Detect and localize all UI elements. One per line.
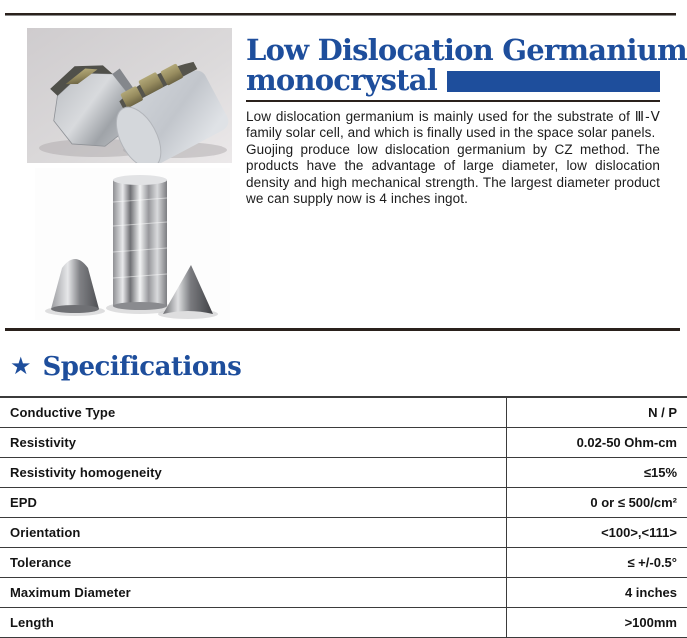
spec-value: 4 inches: [506, 578, 687, 607]
specifications-heading: [10, 352, 241, 382]
spec-label: Resistivity homogeneity: [10, 465, 162, 480]
germanium-crystal-shapes-photo: [35, 168, 230, 320]
table-row: [0, 428, 687, 458]
specifications-title: Specifications: [42, 352, 242, 382]
table-row: [0, 578, 687, 608]
spec-label: EPD: [10, 495, 38, 510]
spec-label: Tolerance: [10, 555, 72, 570]
page-title-line1: Low Dislocation Germanium: [246, 33, 687, 67]
spec-value: 0 or ≤ 500/cm²: [506, 488, 687, 517]
table-row: [0, 608, 687, 638]
spec-label: Orientation: [10, 525, 81, 540]
table-row: [0, 398, 687, 428]
table-row: [0, 488, 687, 518]
table-row: [0, 458, 687, 488]
section-divider-rule: [5, 328, 680, 331]
title-underline: [246, 100, 660, 102]
title-accent-bar: [447, 71, 660, 92]
spec-value: ≤ +/-0.5°: [506, 548, 687, 577]
description-paragraph-1: Low dislocation germanium is mainly used for the substrate of Ⅲ-Ⅴ family solar cell, and which is finally used in the space solar panels.: [246, 109, 660, 141]
spec-label: Conductive Type: [10, 405, 116, 420]
spec-value: ≤15%: [506, 458, 687, 487]
product-intro: [246, 33, 687, 207]
spec-label: Maximum Diameter: [10, 585, 131, 600]
page-title-line2: monocrystal: [246, 63, 437, 97]
spec-value: 0.02-50 Ohm-cm: [506, 428, 687, 457]
top-rule: [5, 13, 676, 16]
spec-label: Length: [10, 615, 54, 630]
description-paragraph-2: Guojing produce low dislocation germanium by CZ method. The products have the advantage of large diameter, low dislocation density and high mechanical strength. The largest diameter product we can supply now is 4 inches ingot.: [246, 141, 660, 207]
star-icon: ★: [10, 353, 32, 380]
spec-value: >100mm: [506, 608, 687, 637]
specifications-table: [0, 396, 687, 638]
spec-value: N / P: [506, 398, 687, 427]
spec-label: Resistivity: [10, 435, 77, 450]
spec-value: <100>,<111>: [506, 518, 687, 547]
germanium-ingots-photo: [27, 28, 232, 163]
table-row: [0, 548, 687, 578]
table-row: [0, 518, 687, 548]
